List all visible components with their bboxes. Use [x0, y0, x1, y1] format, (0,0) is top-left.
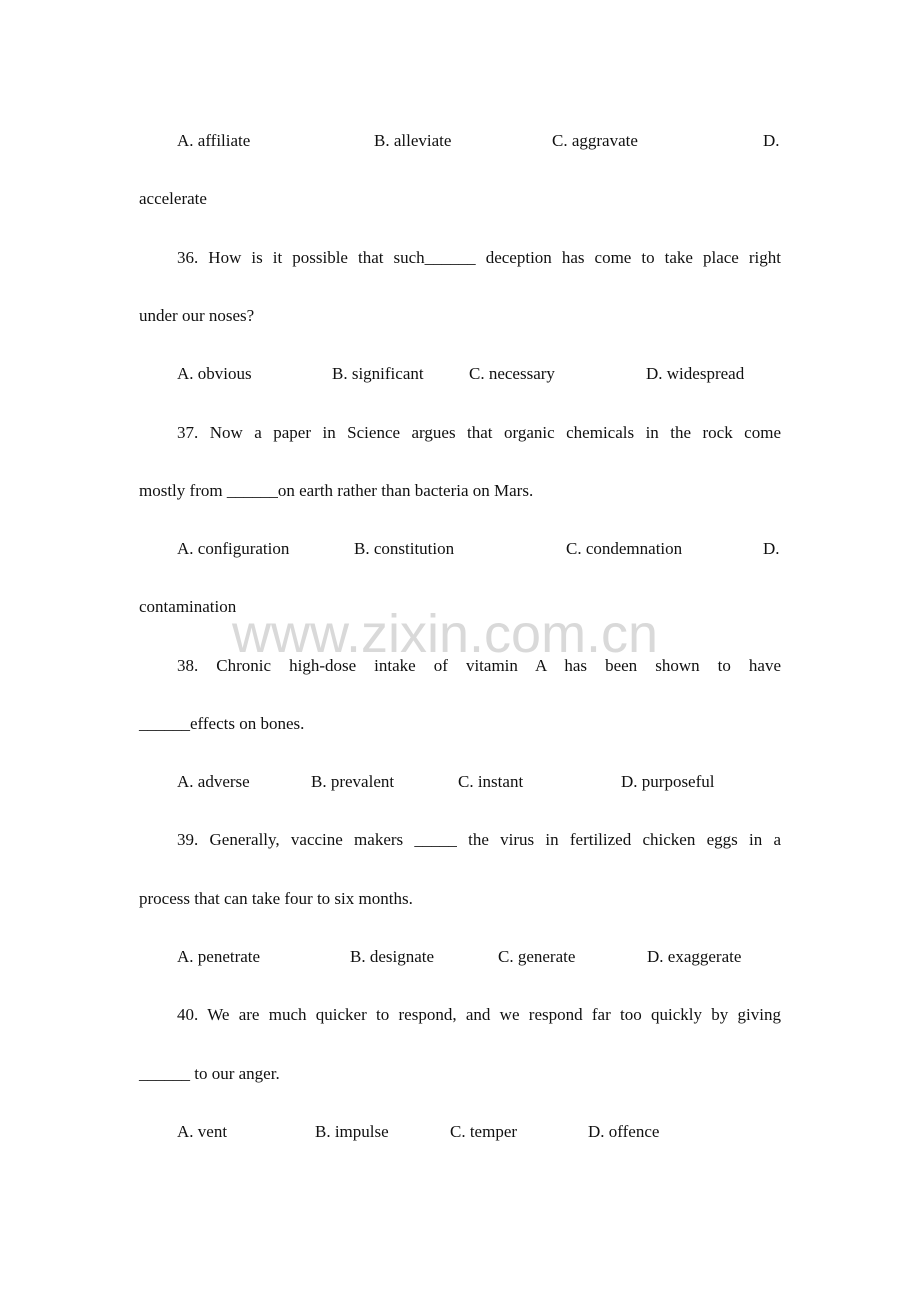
option-c: C. condemnation [566, 539, 683, 558]
option-d-wrap: accelerate [139, 189, 207, 208]
option-a: A. adverse [177, 772, 250, 791]
option-c: C. temper [450, 1122, 518, 1141]
option-b: B. constitution [354, 539, 455, 558]
option-d: D. widespread [646, 364, 745, 383]
option-d: D. offence [588, 1122, 660, 1141]
option-d: D. exaggerate [647, 947, 742, 966]
question-text-line2: ______effects on bones. [139, 714, 305, 733]
option-a: A. penetrate [177, 947, 261, 966]
option-a: A. affiliate [177, 131, 251, 150]
question-text-line2: ______ to our anger. [139, 1064, 280, 1083]
question-text-line2: under our noses? [139, 306, 255, 325]
option-d-wrap: contamination [139, 597, 237, 616]
option-b: B. prevalent [311, 772, 395, 791]
question-text-line1: 36. How is it possible that such______ deception has come to take place right [177, 248, 781, 267]
question-text-line1: 39. Generally, vaccine makers _____ the virus in fertilized chicken eggs in a [177, 830, 781, 849]
option-c: C. necessary [469, 364, 555, 383]
option-d: D. purposeful [621, 772, 715, 791]
option-a: A. configuration [177, 539, 290, 558]
option-b: B. significant [332, 364, 424, 383]
option-c: C. generate [498, 947, 576, 966]
option-a: A. vent [177, 1122, 228, 1141]
question-text-line2: mostly from ______on earth rather than bacteria on Mars. [139, 481, 534, 500]
option-d: D. [763, 539, 780, 558]
option-c: C. instant [458, 772, 524, 791]
option-b: B. impulse [315, 1122, 389, 1141]
question-text-line1: 38. Chronic high-dose intake of vitamin A has been shown to have [177, 656, 781, 675]
option-a: A. obvious [177, 364, 252, 383]
watermark: www.zixin.com.cn [232, 604, 659, 664]
option-b: B. designate [350, 947, 435, 966]
question-text-line1: 37. Now a paper in Science argues that organic chemicals in the rock come [177, 423, 781, 442]
question-text-line1: 40. We are much quicker to respond, and we respond far too quickly by giving [177, 1005, 781, 1024]
option-d: D. [763, 131, 780, 150]
question-text-line2: process that can take four to six months. [139, 889, 413, 908]
option-b: B. alleviate [374, 131, 452, 150]
option-c: C. aggravate [552, 131, 638, 150]
